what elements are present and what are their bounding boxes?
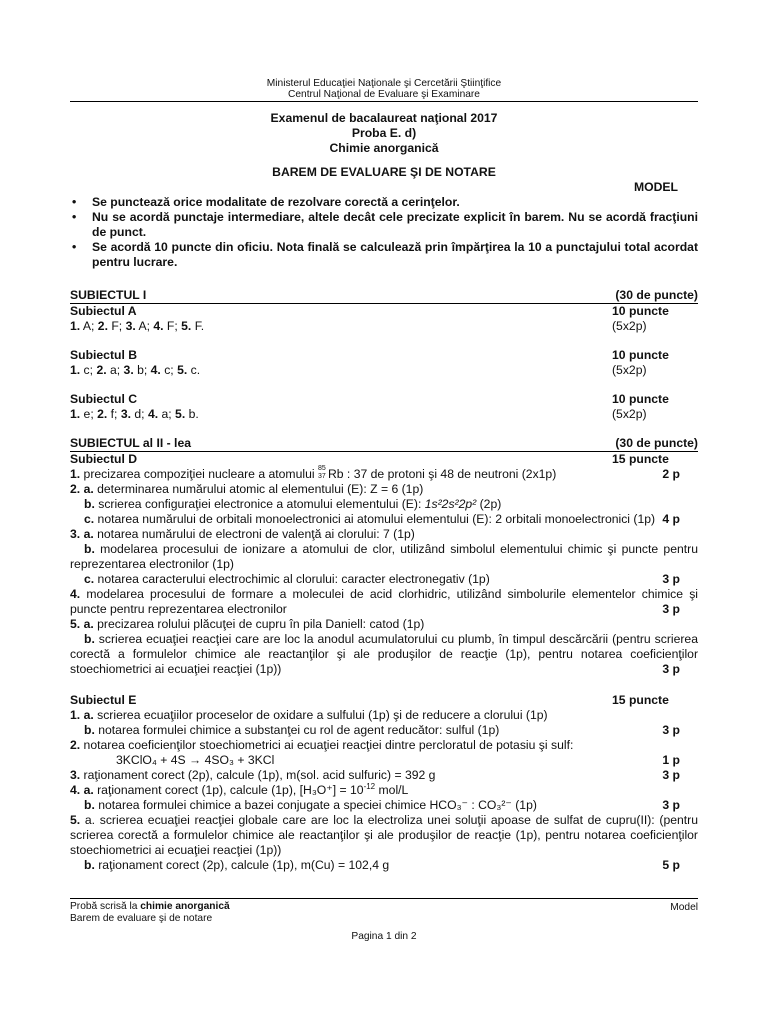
subject-b-answers: 1. c; 2. a; 3. b; 4. c; 5. c. (5x2p) — [70, 363, 647, 377]
d-item-3a: 3. a. notarea numărului de electroni de valenţă ai clorului: 7 (1p) — [70, 527, 415, 541]
e-item-5a: 5. a. scrierea ecuaţiei reacţiei globale care are loc la electroliza unei soluţii apoase de sulfat de cupru(II): (pentru scrierea corectă a formulelor chimice ale reactanţilor şi ale produşilor de reacţie (1p), pentru notarea coeficienţilor stoechiometrici ai ecuaţiei reacţiei (1p)) — [70, 813, 698, 857]
document-page — [70, 0, 698, 873]
evaluation-center: Centrul Naţional de Evaluare şi Examinare — [288, 89, 480, 100]
subject-c-heading: Subiectul C 10 puncte — [70, 392, 669, 406]
footer-divider — [70, 898, 698, 899]
rule-item: • Nu se acordă punctaje intermediare, altele decât cele precizate explicit în barem. Nu se acordă fracţiuni de punct. — [72, 210, 698, 239]
ministry-name: Ministerul Educaţiei Naţionale şi Cercetării Ştiinţifice — [266, 78, 502, 89]
exam-line-3: Chimie anorganică — [329, 141, 439, 155]
d-item-2b: b. scrierea configuraţiei electronice a atomului elementului (E): 1s²2s²2p² (2p) — [84, 497, 502, 511]
d-item-2c: c. notarea numărului de orbitali monoelectronici ai atomului elementului (E): 2 orbitali monoelectronici (1p) 4 p — [84, 512, 680, 526]
d-item-3c: c. notarea caracterului electrochimic al clorului: caracter electronegativ (1p) 3 p — [84, 572, 680, 586]
rule-item: • Se acordă 10 puncte din oficiu. Nota finală se calculează prin împărţirea la 10 a punctajului total acordat pentru lucrare. — [72, 240, 698, 269]
exam-title — [70, 111, 698, 156]
barem-title: BAREM DE EVALUARE ŞI DE NOTARE — [272, 165, 496, 179]
e-item-5b: b. raţionament corect (2p), calcule (1p), m(Cu) = 102,4 g 5 p — [84, 858, 680, 872]
subject-d-heading: Subiectul D 15 puncte — [70, 452, 669, 466]
isotope-notation: 85 37 — [317, 465, 326, 480]
subject-a-note: (5x2p) — [612, 319, 647, 333]
subject-b-note: (5x2p) — [612, 363, 647, 377]
subject-a-heading: Subiectul A 10 puncte — [70, 304, 669, 318]
bullet-icon: • — [72, 240, 77, 254]
footer-line-1: Probă scrisă la chimie anorganică — [70, 901, 230, 912]
e-item-3: 3. raţionament corect (2p), calcule (1p), m(sol. acid sulfuric) = 392 g 3 p — [70, 768, 680, 782]
header-divider — [70, 101, 698, 102]
section-2-heading: SUBIECTUL al II - lea (30 de puncte) — [70, 436, 698, 450]
bullet-icon: • — [72, 195, 77, 209]
subject-a-answers: 1. A; 2. F; 3. A; 4. F; 5. F. (5x2p) — [70, 319, 647, 333]
e-item-4b: b. notarea formulei chimice a bazei conjugate a speciei chimice HCO₃⁻ : CO₃²⁻ (1p) 3 p — [84, 798, 680, 812]
header — [70, 0, 698, 100]
subject-b-heading: Subiectul B 10 puncte — [70, 348, 669, 362]
d-item-1: 1. precizarea compoziţiei nucleare a atomului 85 37 Rb : 37 de protoni şi 48 de neutroni (2x1p) 2 p — [70, 465, 680, 481]
section-1-heading: SUBIECTUL I (30 de puncte) — [70, 288, 698, 302]
d-item-4: 4. modelarea procesului de formare a moleculei de acid clorhidric, utilizând simbolurile elementelor chimice şi puncte pentru reprezentarea electronilor 3 p — [70, 587, 698, 616]
scoring-rules — [70, 195, 698, 270]
e-item-4a: 4. a. raţionament corect (1p), calcule (1p), $[H_3O^+] = 10^{-12}$ mol/L — [70, 781, 409, 797]
rule-item: • Se punctează orice modalitate de rezolvare corectă a cerinţelor. — [72, 195, 460, 209]
page-footer — [70, 898, 698, 943]
model-label: MODEL — [633, 180, 678, 194]
footer-line-2: Barem de evaluare şi de notare — [70, 913, 213, 924]
e-item-1a: 1. a. scrierea ecuaţiilor proceselor de oxidare a sulfului (1p) şi de reducere a clorului (1p) — [70, 708, 548, 722]
bullet-icon: • — [72, 210, 77, 224]
subject-c-answers: 1. e; 2. f; 3. d; 4. a; 5. b. (5x2p) — [70, 407, 647, 421]
subject-c-note: (5x2p) — [612, 407, 647, 421]
e-item-1b: b. notarea formulei chimice a substanţei cu rol de agent reducător: sulful (1p) 3 p — [84, 723, 680, 737]
d-item-5a: 5. a. precizarea rolului plăcuţei de cupru în pila Daniell: catod (1p) — [70, 617, 425, 631]
exam-line-2: Proba E. d) — [351, 126, 417, 140]
e-item-2-equation: 3KClO₄ + 4S → 4SO₃ + 3KCl 1 p — [116, 753, 680, 767]
subject-e-heading: Subiectul E 15 puncte — [70, 693, 669, 707]
footer-model: Model — [670, 902, 698, 913]
d-item-5b: b. scrierea ecuaţiei reacţiei care are loc la anodul acumulatorului cu plumb, în timpul descărcării (pentru scrierea corectă a formulelor chimice ale reactanţilor şi ale produşilor de reacţie (1p), pentru notarea coeficienţilor stoechiometrici ai ecuaţiei reacţiei (1p)) 3 p — [70, 632, 698, 676]
page-number: Pagina 1 din 2 — [351, 931, 417, 942]
d-item-2a: 2. a. determinarea numărului atomic al elementului (E): Z = 6 (1p) — [70, 482, 424, 496]
exam-line-1: Examenul de bacalaureat naţional 2017 — [270, 111, 498, 125]
d-item-3b: b. modelarea procesului de ionizare a atomului de clor, utilizând simbolul elementului chimic şi puncte pentru reprezentarea electronilor (1p) — [70, 542, 698, 571]
e-item-2: 2. notarea coeficienţilor stoechiometrici ai ecuaţiei reacţiei dintre percloratul de potasiu şi sulf: — [70, 738, 574, 752]
